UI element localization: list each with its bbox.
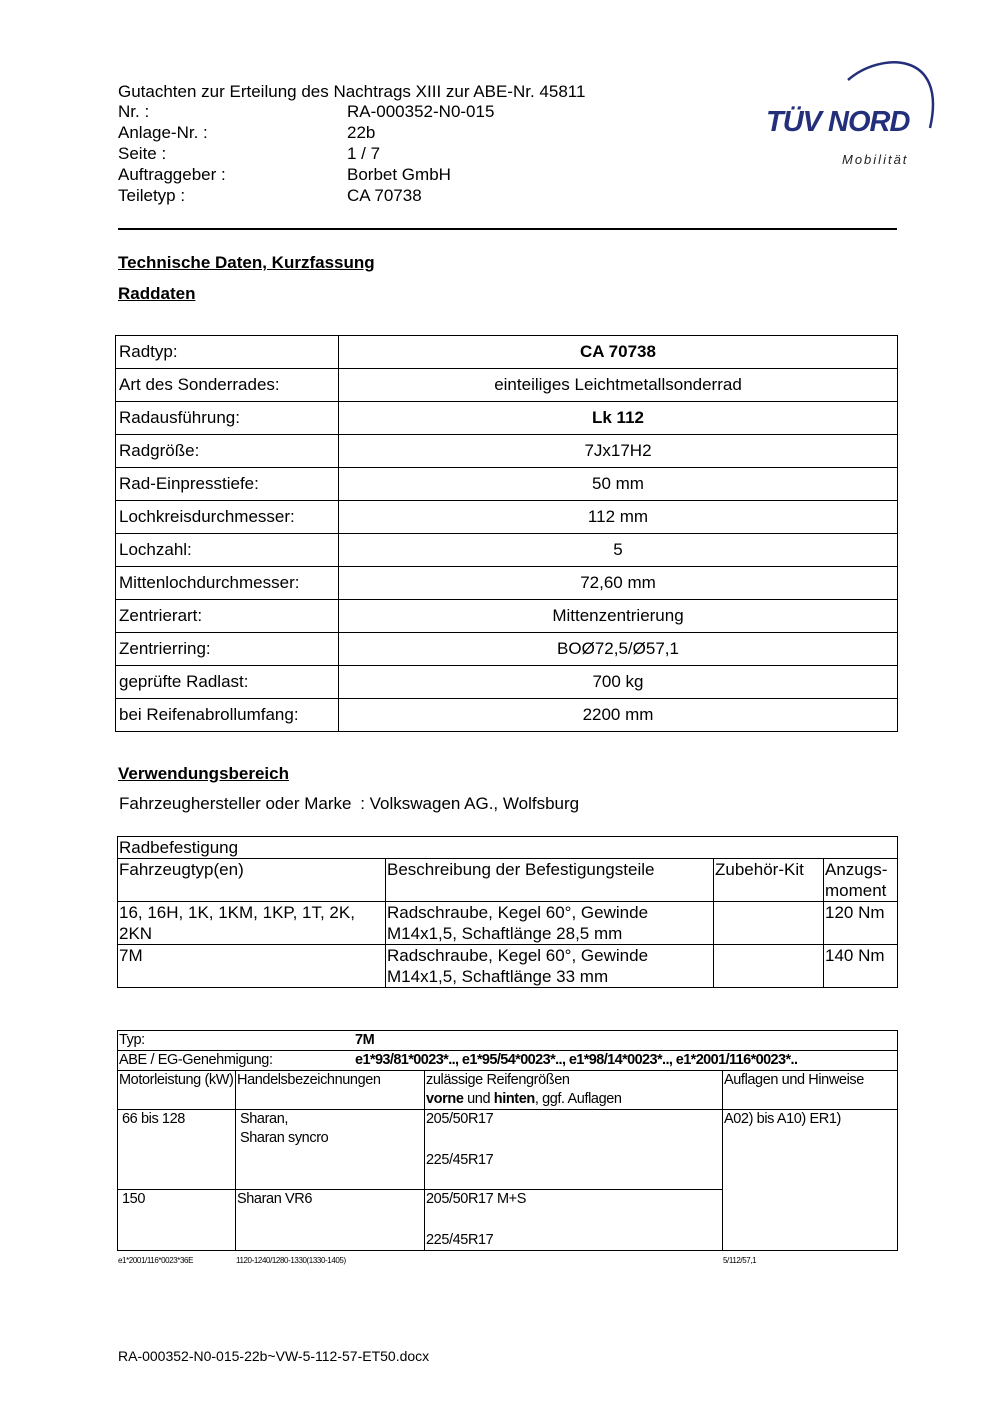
- typ-label: Typ:: [119, 1032, 145, 1048]
- abe-label: ABE / EG-Genehmigung:: [119, 1052, 273, 1068]
- tire-size: 205/50R17 M+S: [426, 1191, 526, 1207]
- wheel-data-label: geprüfte Radlast:: [116, 666, 339, 699]
- vehicle-tires: [425, 1110, 723, 1190]
- header-names: Handelsbezeichnungen: [236, 1071, 425, 1110]
- vehicle-notes: A02) bis A10) ER1): [723, 1110, 898, 1251]
- header-tires-line1: zulässige Reifengrößen: [426, 1072, 570, 1088]
- footnote-circumference: 1120-1240/1280-1330(1330-1405): [236, 1256, 346, 1265]
- wheel-data-value: 72,60 mm: [339, 567, 898, 600]
- wheel-data-row: [116, 600, 898, 633]
- document-filename: RA-000352-N0-015-22b~VW-5-112-57-ET50.docx: [118, 1348, 430, 1364]
- wheel-data-value: 7Jx17H2: [339, 435, 898, 468]
- mounting-row: [118, 902, 898, 945]
- tire-size: 225/45R17: [426, 1152, 494, 1168]
- wheel-data-row: [116, 567, 898, 600]
- header-notes: Auflagen und Hinweise: [723, 1071, 898, 1110]
- wheel-data-row: [116, 369, 898, 402]
- mounting-header-kit: Zubehör-Kit: [714, 859, 824, 902]
- vehicle-power: 150: [118, 1190, 236, 1251]
- type-header-row: [118, 1071, 898, 1110]
- mounting-title-row: [118, 837, 898, 859]
- wheel-data-label: Art des Sonderrades:: [116, 369, 339, 402]
- wheel-data-label: Radtyp:: [116, 336, 339, 369]
- wheel-data-value: 700 kg: [339, 666, 898, 699]
- wheel-data-value: CA 70738: [339, 336, 898, 369]
- mounting-types: 16, 16H, 1K, 1KM, 1KP, 1T, 2K, 2KN: [118, 902, 386, 945]
- wheel-data-label: Zentrierring:: [116, 633, 339, 666]
- report-title: Gutachten zur Erteilung des Nachtrags XIII zur ABE-Nr. 45811: [118, 82, 586, 101]
- header-value: 1 / 7: [347, 144, 381, 163]
- vehicle-names: [236, 1190, 425, 1251]
- wheel-data-label: Rad-Einpresstiefe:: [116, 468, 339, 501]
- mounting-header-row: [118, 859, 898, 902]
- mounting-title: Radbefestigung: [118, 837, 898, 859]
- mounting-kit: [714, 945, 824, 988]
- wheel-data-label: bei Reifenabrollumfang:: [116, 699, 339, 732]
- wheel-data-value: 2200 mm: [339, 699, 898, 732]
- wheel-heading: Raddaten: [118, 284, 196, 303]
- vehicle-name: Sharan syncro: [240, 1130, 329, 1146]
- usage-heading: Verwendungsbereich: [118, 764, 289, 783]
- wheel-data-row: [116, 666, 898, 699]
- wheel-data-value: BOØ72,5/Ø57,1: [339, 633, 898, 666]
- wheel-data-row: [116, 336, 898, 369]
- wheel-data-label: Zentrierart:: [116, 600, 339, 633]
- mounting-types: 7M: [118, 945, 386, 988]
- abe-row: [118, 1051, 898, 1071]
- header-label: Nr. :: [118, 102, 150, 121]
- mounting-desc: Radschraube, Kegel 60°, Gewinde M14x1,5, Schaftlänge 28,5 mm: [386, 902, 714, 945]
- tire-size: 225/45R17: [426, 1232, 494, 1248]
- wheel-data-value: 50 mm: [339, 468, 898, 501]
- footnote-boltpattern: 5/112/57,1: [723, 1256, 757, 1265]
- mounting-header-desc: Beschreibung der Befestigungsteile: [386, 859, 714, 902]
- mounting-desc: Radschraube, Kegel 60°, Gewinde M14x1,5, Schaftlänge 33 mm: [386, 945, 714, 988]
- mounting-header-torque: Anzugs- moment: [824, 859, 898, 902]
- header-value: Borbet GmbH: [347, 165, 451, 184]
- header-tires-and: und: [463, 1091, 494, 1107]
- wheel-data-label: Lochzahl:: [116, 534, 339, 567]
- manufacturer-line: [119, 794, 579, 814]
- logo-subtitle: Mobilität: [842, 152, 909, 167]
- manufacturer-value: : Volkswagen AG., Wolfsburg: [360, 794, 580, 813]
- wheel-data-row: [116, 633, 898, 666]
- header-label: Anlage-Nr. :: [118, 123, 208, 142]
- wheel-data-label: Mittenlochdurchmesser:: [116, 567, 339, 600]
- wheel-data-value: 112 mm: [339, 501, 898, 534]
- footnote-approval: e1*2001/116*0023*36E: [118, 1256, 194, 1265]
- vehicle-power: 66 bis 128: [118, 1110, 236, 1190]
- header-power: Motorleistung (kW): [118, 1071, 236, 1110]
- header-label: Teiletyp :: [118, 186, 186, 205]
- logo-brand: TÜV NORD: [766, 106, 910, 138]
- tuev-nord-logo: [760, 58, 945, 173]
- mounting-torque: 120 Nm: [824, 902, 898, 945]
- typ-value: 7M: [355, 1032, 375, 1048]
- header-value: 22b: [347, 123, 376, 142]
- header-tires-front: vorne: [426, 1091, 464, 1107]
- type-approval-table: [117, 1030, 898, 1251]
- abe-value: e1*93/81*0023*.., e1*95/54*0023*.., e1*98/14*0023*.., e1*2001/116*0023*..: [355, 1052, 798, 1068]
- wheel-data-value: 5: [339, 534, 898, 567]
- typ-row: [118, 1031, 898, 1051]
- wheel-data-value: einteiliges Leichtmetallsonderrad: [339, 369, 898, 402]
- wheel-data-label: Radausführung:: [116, 402, 339, 435]
- mounting-table: [117, 836, 898, 988]
- wheel-data-row: [116, 699, 898, 732]
- vehicle-row: [118, 1110, 898, 1190]
- header-tires-end: , ggf. Auflagen: [534, 1091, 622, 1107]
- wheel-data-value: Mittenzentrierung: [339, 600, 898, 633]
- tire-size: 205/50R17: [426, 1111, 494, 1127]
- header-value: CA 70738: [347, 186, 422, 205]
- mounting-torque: 140 Nm: [824, 945, 898, 988]
- wheel-data-row: [116, 534, 898, 567]
- wheel-data-table: [115, 335, 898, 732]
- wheel-data-row: [116, 468, 898, 501]
- wheel-data-row: [116, 435, 898, 468]
- mounting-row: [118, 945, 898, 988]
- vehicle-name: Sharan VR6: [237, 1191, 312, 1207]
- mounting-kit: [714, 902, 824, 945]
- header-divider: [118, 228, 897, 230]
- wheel-data-row: [116, 402, 898, 435]
- header-tires-rear: hinten: [493, 1091, 535, 1107]
- vehicle-names: [236, 1110, 425, 1190]
- wheel-data-row: [116, 501, 898, 534]
- header-value: RA-000352-N0-015: [347, 102, 495, 121]
- wheel-data-value: Lk 112: [339, 402, 898, 435]
- section-title: Technische Daten, Kurzfassung: [118, 253, 375, 272]
- header-label: Auftraggeber :: [118, 165, 226, 184]
- wheel-data-label: Lochkreisdurchmesser:: [116, 501, 339, 534]
- manufacturer-label: Fahrzeughersteller oder Marke: [119, 794, 352, 813]
- vehicle-tires: [425, 1190, 723, 1251]
- header-tires: [425, 1071, 723, 1110]
- header-label: Seite :: [118, 144, 167, 163]
- vehicle-name: Sharan,: [240, 1111, 288, 1127]
- wheel-data-label: Radgröße:: [116, 435, 339, 468]
- mounting-header-types: Fahrzeugtyp(en): [118, 859, 386, 902]
